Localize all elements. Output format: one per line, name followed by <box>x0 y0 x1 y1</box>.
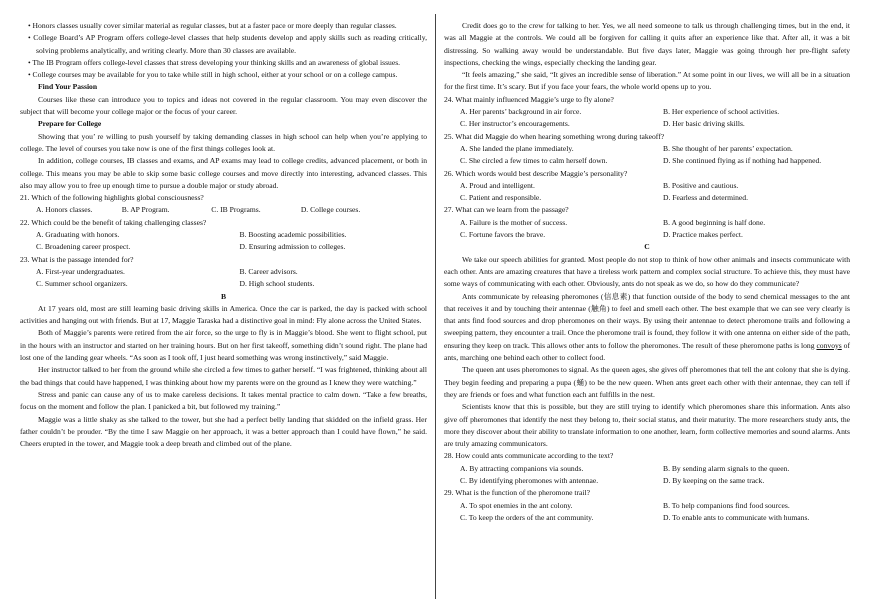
bullet-ib: • The IB Program offers college-level classes that stress developing your thinking skills and an awareness of global issues. <box>28 57 401 67</box>
option-d[interactable]: D. Ensuring admission to colleges. <box>239 242 346 252</box>
option-a[interactable]: A. Failure is the mother of success. <box>460 217 568 227</box>
question-25: 25. What did Maggie do when hearing something wrong during takeoff? <box>444 131 665 141</box>
option-b[interactable]: B. AP Program. <box>121 205 170 215</box>
heading-prepare-college: Prepare for College <box>38 119 102 129</box>
option-a[interactable]: A. Proud and intelligent. <box>460 180 535 190</box>
passage-c-paragraph-4: Scientists know that this is possible, but they are still trying to identify which pheromones share this information. Ants also give off pheromones that identify the nest they belong to, their social status, and their maturity. The more researchers study ants, the more they discover about their ability to translate information to one another, learn, form collective memories and sound alarms. Ants are truly amazing communicators. <box>444 402 850 449</box>
bullet-ap: • College Board’s AP Program offers college-level classes that help students develop and apply skills such as reading critically, solving problems analytically, and writing clearly. More than 30 classes are available. <box>28 33 427 55</box>
passage-b-paragraph-6: Credit does go to the crew for talking to her. Yes, we all need someone to talk us through challenging times, but in the end, it was all Maggie at the controls. We could all be forgiven for calling it quits after an experience like that. After all, it was a bit distressing. So walking away would be understandable. But five days later, Maggie was going through her pre-flight safety inspections, checking the wings, especially checking the landing gear. <box>444 21 850 67</box>
option-c[interactable]: C. Broadening career prospect. <box>36 242 131 252</box>
bullet-college: • College courses may be available for you to take while still in high school, either at your school or on a college campus. <box>28 70 398 80</box>
option-a[interactable]: A. Honors classes. <box>36 205 93 215</box>
option-c[interactable]: C. IB Programs. <box>211 205 261 215</box>
passage-b-paragraph-3: Her instructor talked to her from the ground while she circled a few times to gather herself. “I was frightened, thinking about all the bad things that could have happened, I was thinking about how my parents were on the ground as I knew they were watching.” <box>20 365 427 387</box>
option-a[interactable]: A. Her parents’ background in air force. <box>460 107 582 117</box>
option-c[interactable]: C. She circled a few times to calm herself down. <box>460 156 608 166</box>
option-a[interactable]: A. To spot enemies in the ant colony. <box>460 500 573 510</box>
passage-c-paragraph-3: The queen ant uses pheromones to signal. As the queen ages, she gives off pheromones that tell the ant colony that she is dying. They begin feeding and preparing a pupa (蛹) to be the new queen. When ants greet each other with their antennae, they can tell if they are friends or foes and what function each ant fulfills in the nest. <box>444 365 850 399</box>
question-21-options <box>20 204 427 216</box>
bullet-honors: • Honors classes usually cover similar material as regular classes, but at a faster pace or more deeply than regular classes. <box>28 21 397 30</box>
passage-b-paragraph-1: At 17 years old, most are still learning basic driving skills in America. Once the car is parked, the day is packed with school activities and hanging out with friends. But at 17, Maggie Taraska had a distinctive goal in mind: Fly alone across the United States. <box>20 303 427 326</box>
column-divider <box>435 14 436 599</box>
question-26-options <box>444 180 850 205</box>
paragraph-college-2: In addition, college courses, IB classes and exams, and AP exams may lead to college credits, advanced placement, or both in college. This means you may be able to skip some basic college courses and move directly into interesting, advanced classes. This also may allow you to free up enough time to pursue a double major or study abroad. <box>20 156 427 190</box>
option-b[interactable]: B. She thought of her parents’ expectation. <box>663 143 793 153</box>
underlined-word-convoys: convoys <box>816 340 842 350</box>
option-d[interactable]: D. Her basic driving skills. <box>663 119 745 129</box>
question-29-options <box>444 500 850 525</box>
left-column <box>20 20 427 450</box>
passage-b-paragraph-5: Maggie was a little shaky as she talked to the tower, but she had a perfect belly landing that skidded on the infield grass. Her father couldn’t be prouder. “By the time I saw Maggie on her approach, it was a better approach than I could have flown,” he said. Cheers erupted in the tower, and Maggie took a deep breath and climbed out of the plane. <box>20 414 427 449</box>
question-22: 22. Which could be the benefit of taking challenging classes? <box>20 217 207 227</box>
passage-b-paragraph-2: Both of Maggie’s parents were retired from the air force, so the urge to fly is in Maggie’s blood. She went to flight school, put in the hours with an instructor and started on her training hours. But on her first takeoff, something didn’t sound right. The plane had lost one of the landing gear wheels. “As soon as I took off, I just heard something was wrong instinctively,” said Maggie. <box>20 328 427 363</box>
option-b[interactable]: B. Her experience of school activities. <box>663 107 780 117</box>
option-d[interactable]: D. To enable ants to communicate with humans. <box>663 512 810 522</box>
section-c-heading: C <box>644 242 650 252</box>
option-a[interactable]: A. By attracting companions via sounds. <box>460 463 584 473</box>
option-d[interactable]: D. Practice makes perfect. <box>663 230 743 240</box>
question-27-options <box>444 217 850 242</box>
passage-c-paragraph-2 <box>444 291 850 365</box>
question-27: 27. What can we learn from the passage? <box>444 205 569 215</box>
option-d[interactable]: D. By keeping on the same track. <box>663 475 765 485</box>
option-c[interactable]: C. Patient and responsible. <box>460 193 542 203</box>
question-24-options <box>444 106 850 131</box>
question-29: 29. What is the function of the pheromone trail? <box>444 488 590 498</box>
passage-c-paragraph-2-end: of ants, marching one behind each other to collect food. <box>444 340 850 363</box>
question-21: 21. Which of the following highlights global consciousness? <box>20 193 204 203</box>
question-22-options <box>20 229 427 254</box>
paragraph-passion: Courses like these can introduce you to topics and ideas not covered in the regular classroom. You may even discover the subject that will become your college major or the focus of your career. <box>20 94 427 117</box>
option-c[interactable]: C. Fortune favors the brave. <box>460 230 546 240</box>
option-c[interactable]: C. Summer school organizers. <box>36 279 128 289</box>
option-b[interactable]: B. To help companions find food sources. <box>663 500 790 510</box>
passage-c-paragraph-2-text: Ants communicate by releasing pheromones (信息素) that function outside of the body to send chemical messages to the ant that receives it and by touching their antennae (触角) to feel and smell each other. The best example that we can see very clearly is that ants find food sources and drop pheromones on their ways. By using their antennae to detect pheromone trails and following a sweeping pattern, they encounter a trail. Once the pheromone trail is found, they follow it with one antenna on either side of the path, ensuring they keep on track. This allows other ants to follow the pheromones. The result of these pheromone paths is long <box>444 291 850 350</box>
heading-find-passion: Find Your Passion <box>38 82 98 92</box>
option-b[interactable]: B. Boosting academic possibilities. <box>239 230 347 240</box>
option-c[interactable]: C. To keep the orders of the ant community. <box>460 512 594 522</box>
option-b[interactable]: B. A good beginning is half done. <box>663 217 766 227</box>
right-column <box>444 20 850 524</box>
section-b-heading: B <box>220 291 227 301</box>
question-28: 28. How could ants communicate according to the text? <box>444 451 614 461</box>
question-23-options <box>20 266 427 291</box>
question-25-options <box>444 143 850 168</box>
passage-b-paragraph-7: “It feels amazing,” she said, “It gives an incredible sense of liberation.” At some point in our lives, we will all be in a situation for the first time. It’s scary. But if you face your fears, the whole world opens up to you. <box>444 70 850 92</box>
option-b[interactable]: B. Career advisors. <box>239 266 298 276</box>
option-d[interactable]: D. College courses. <box>300 205 361 215</box>
option-a[interactable]: A. She landed the plane immediately. <box>460 143 574 153</box>
question-28-options <box>444 463 850 488</box>
option-d[interactable]: D. Fearless and determined. <box>663 193 748 203</box>
option-c[interactable]: C. Her instructor’s encouragements. <box>460 119 570 129</box>
paragraph-college-1: Showing that you’ re willing to push yourself by taking demanding classes in high school can help when you’re applying to college. The level of courses you take now is one of the first things colleges look at. <box>20 131 427 153</box>
option-a[interactable]: A. Graduating with honors. <box>36 230 120 240</box>
option-b[interactable]: B. Positive and cautious. <box>663 180 739 190</box>
option-a[interactable]: A. First-year undergraduates. <box>36 266 125 276</box>
option-d[interactable]: D. High school students. <box>239 279 315 289</box>
question-26: 26. Which words would best describe Maggie’s personality? <box>444 168 628 178</box>
question-23: 23. What is the passage intended for? <box>20 254 134 264</box>
option-c[interactable]: C. By identifying pheromones with antennae. <box>460 475 599 485</box>
option-b[interactable]: B. By sending alarm signals to the queen. <box>663 463 790 473</box>
passage-c-paragraph-1: We take our speech abilities for granted. Most people do not stop to think of how other animals and insects communicate with each other. Ants are amazing creatures that have a tireless work pattern and complex social structure. To achieve this, they must have some ways of communicating with each other. Obviously, ants do not speak as we do, so how do they communicate? <box>444 254 850 289</box>
passage-b-paragraph-4: Stress and panic can cause any of us to make careless decisions. It takes mental practice to calm down. “Take a few breaths, focus on the moment and follow the plan. I panicked a bit, but followed my training.” <box>20 389 427 412</box>
question-24: 24. What mainly influenced Maggie’s urge to fly alone? <box>444 94 614 104</box>
option-d[interactable]: D. She continued flying as if nothing had happened. <box>663 156 822 166</box>
